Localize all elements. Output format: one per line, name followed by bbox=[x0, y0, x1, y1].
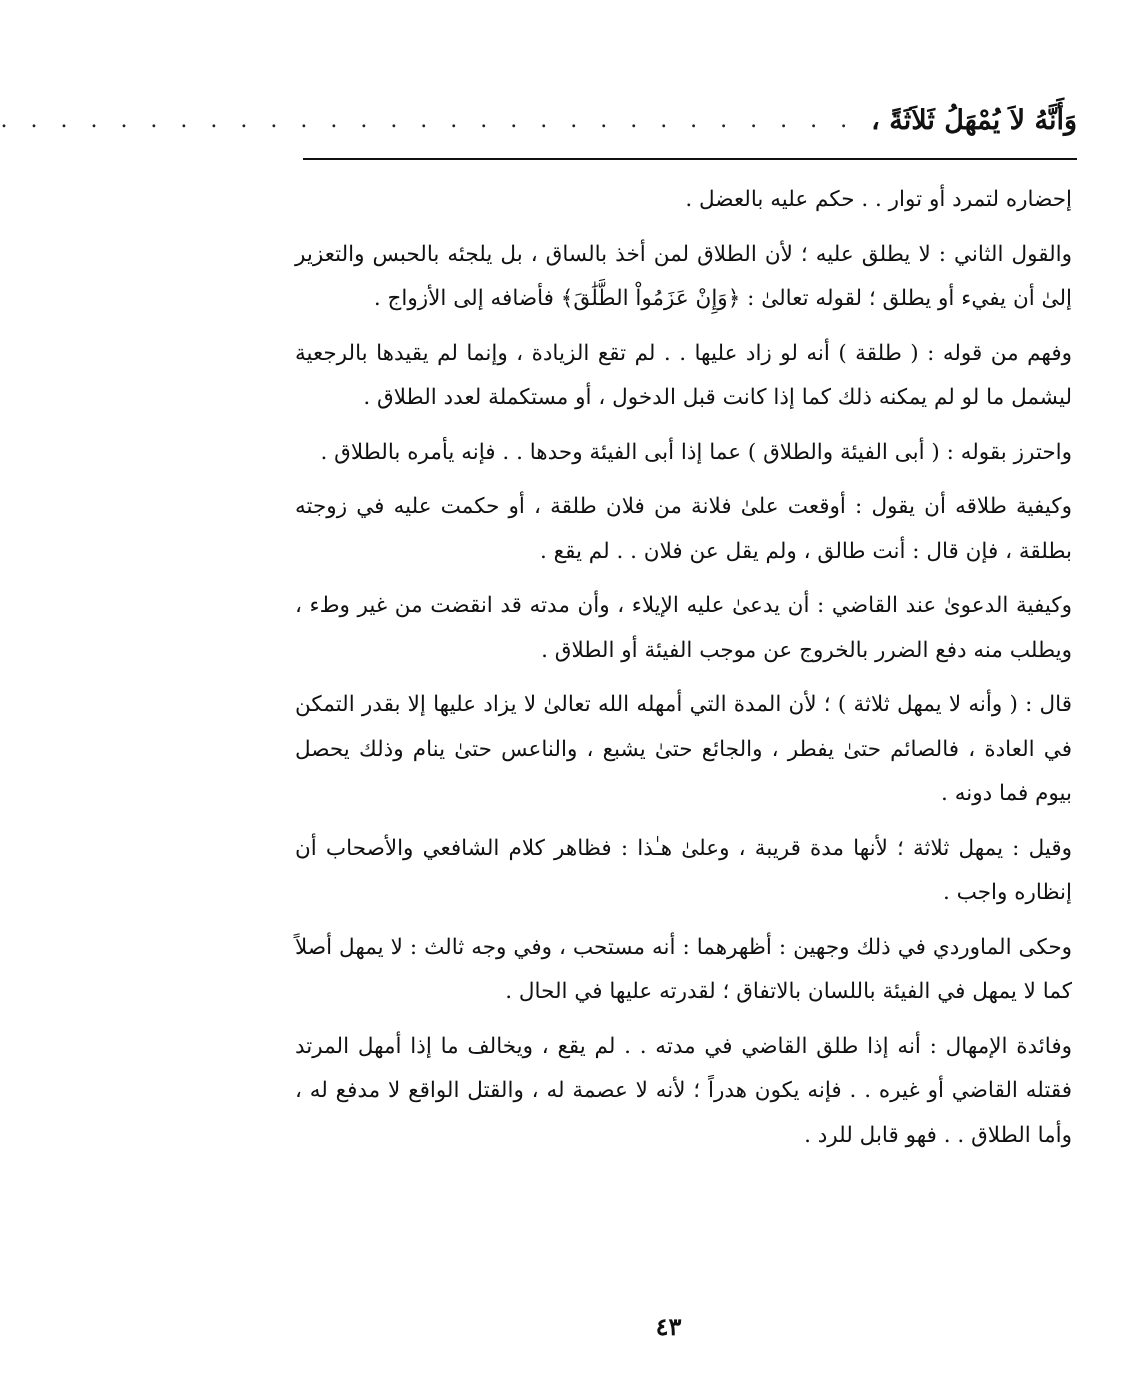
paragraph-4: واحترز بقوله : ( أبى الفيئة والطلاق ) عما إذا أبى الفيئة وحدها . . فإنه يأمره بالطلاق . bbox=[320, 439, 1072, 465]
paragraph-3: وفهم من قوله : ( طلقة ) أنه لو زاد عليها . . لم تقع الزيادة ، وإنما لم يقيدها بالرجعية ليشمل ما لو لم يمكنه ذلك كما إذا كانت قبل الدخول ، أو مستكملة لعدد الطلاق . bbox=[295, 340, 1072, 410]
paragraph-9: وحكى الماوردي في ذلك وجهين : أظهرهما : أنه مستحب ، وفي وجه ثالث : لا يمهل أصلاً كما لا يمهل في الفيئة باللسان بالاتفاق ؛ لقدرته عليها في الحال . bbox=[295, 934, 1072, 1004]
page-number: ٤٣ bbox=[655, 1312, 682, 1341]
paragraph-2: والقول الثاني : لا يطلق عليه ؛ لأن الطلاق لمن أخذ بالساق ، بل يلجئه بالحبس والتعزير إلىٰ أن يفيء أو يطلق ؛ لقوله تعالىٰ : ﴿وَإِنْ عَزَمُواْ الطَّلَٰقَ﴾ فأضافه إلى الأزواج . bbox=[295, 241, 1072, 311]
running-header bbox=[0, 100, 1077, 140]
paragraph-7: قال : ( وأنه لا يمهل ثلاثة ) ؛ لأن المدة التي أمهله الله تعالىٰ لا يزاد عليها إلا بقدر التمكن في العادة ، فالصائم حتىٰ يفطر ، والجائع حتىٰ يشبع ، والناعس حتىٰ ينام وذلك يحصل بيوم فما دونه . bbox=[295, 692, 1072, 806]
header-title: وَأَنَّهُ لاَ يُمْهَلُ ثَلاَثَةً ، bbox=[871, 104, 1077, 136]
paragraph-1: إحضاره لتمرد أو توار . . حكم عليه بالعضل . bbox=[685, 187, 1072, 212]
paragraph-8: وقيل : يمهل ثلاثة ؛ لأنها مدة قريبة ، وعلىٰ هـٰذا : فظاهر كلام الشافعي والأصحاب أن إنظاره واجب . bbox=[295, 835, 1072, 905]
header-dot-leader: . . . . . . . . . . . . . . . . . . . . . . . . . . . . . bbox=[0, 107, 856, 133]
paragraph-10: وفائدة الإمهال : أنه إذا طلق القاضي في مدته . . لم يقع ، ويخالف ما إذا أمهل المرتد فقتله القاضي أو غيره . . فإنه يكون هدراً ؛ لأنه لا عصمة له ، والقتل الواقع لا مدفع له ، وأما الطلاق . . فهو قابل للرد . bbox=[295, 1033, 1072, 1148]
paragraph-6: وكيفية الدعوىٰ عند القاضي : أن يدعىٰ عليه الإيلاء ، وأن مدته قد انقضت من غير وطء ، ويطلب منه دفع الضرر بالخروج عن موجب الفيئة أو الطلاق . bbox=[295, 593, 1072, 663]
paragraph-5: وكيفية طلاقه أن يقول : أوقعت علىٰ فلانة من فلان طلقة ، أو حكمت عليه في زوجته بطلقة ، فإن قال : أنت طالق ، ولم يقل عن فلان . . لم يقع . bbox=[295, 494, 1072, 564]
page-body bbox=[295, 178, 1072, 1168]
header-divider bbox=[303, 158, 1077, 160]
